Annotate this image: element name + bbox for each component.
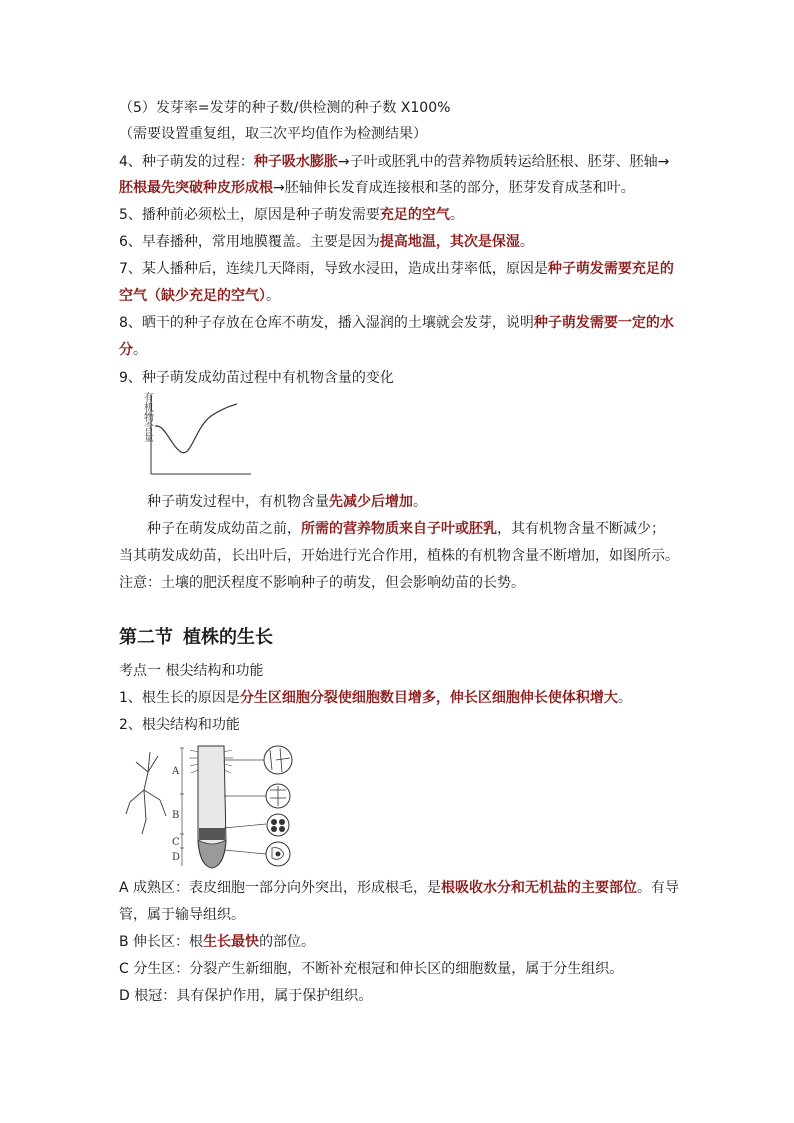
root-growth-reason: 1、根生长的原因是分生区细胞分裂使细胞数目增多，伸长区细胞伸长使体积增大。 bbox=[119, 690, 632, 706]
root-tip-diagram bbox=[120, 742, 310, 870]
root-cap bbox=[198, 840, 226, 868]
graph-conclusion: 种子萌发过程中，有机物含量先减少后增加。 bbox=[147, 494, 427, 510]
note-line: 注意：土壤的肥沃程度不影响种子的萌发，但会影响幼苗的长势。 bbox=[119, 575, 525, 591]
item-7-line-2: 空气（缺少充足的空气）。 bbox=[119, 288, 280, 304]
organic-content-graph bbox=[135, 388, 255, 478]
section-heading: 第二节 植株的生长 bbox=[119, 627, 273, 648]
item-7-line-1: 7、某人播种后，连续几天降雨，导致水浸田，造成出芽率低，原因是种子萌发需要充足的 bbox=[119, 261, 674, 277]
graph-y-label: 有机物含量 bbox=[141, 392, 153, 442]
item-9: 9、种子萌发成幼苗过程中有机物含量的变化 bbox=[119, 370, 394, 386]
label-d: D bbox=[172, 852, 181, 863]
plant-root-sketch bbox=[126, 752, 166, 834]
germination-rate-formula: （5）发芽率=发芽的种子数/供检测的种子数 X100% bbox=[119, 100, 451, 116]
root-tip-title: 2、根尖结构和功能 bbox=[119, 717, 240, 733]
label-a: A bbox=[172, 766, 180, 777]
explanation-line-2: 当其萌发成幼苗，长出叶后，开始进行光合作用，植株的有机物含量不断增加，如图所示。 bbox=[119, 548, 679, 564]
kaodian-title: 考点一 根尖结构和功能 bbox=[119, 663, 264, 679]
item-4-line-1: 4、种子萌发的过程：种子吸水膨胀→子叶或胚乳中的营养物质转运给胚根、胚芽、胚轴→ bbox=[119, 154, 670, 170]
meristem-zone-cell bbox=[267, 814, 289, 836]
label-b: B bbox=[172, 810, 180, 821]
item-8-line-1: 8、晒干的种子存放在仓库不萌发，播入湿润的土壤就会发芽，说明种子萌发需要一定的水 bbox=[119, 315, 674, 331]
item-6: 6、早春播种，常用地膜覆盖。主要是因为提高地温，其次是保湿。 bbox=[119, 234, 534, 250]
item-8-line-2: 分。 bbox=[119, 342, 147, 358]
item-4-line-2: 胚根最先突破种皮形成根→胚轴伸长发育成连接根和茎的部分，胚芽发育成茎和叶。 bbox=[119, 180, 635, 196]
zone-b: B 伸长区：根生长最快的部位。 bbox=[119, 934, 316, 950]
zone-a-line-2: 管，属于输导组织。 bbox=[119, 907, 245, 923]
graph-curve bbox=[155, 404, 237, 453]
meristem-zone bbox=[199, 828, 225, 840]
zone-c: C 分生区：分裂产生新细胞，不断补充根冠和伸长区的细胞数量，属于分生组织。 bbox=[119, 961, 624, 977]
repeat-group-note: （需要设置重复组，取三次平均值作为检测结果） bbox=[119, 126, 427, 142]
pointer-lines bbox=[224, 760, 266, 854]
label-c: C bbox=[172, 837, 180, 848]
zone-a-line-1: A 成熟区：表皮细胞一部分向外突出，形成根毛，是根吸收水分和无机盐的主要部位。有导 bbox=[119, 880, 680, 896]
zone-d: D 根冠：具有保护作用，属于保护组织。 bbox=[119, 988, 373, 1004]
explanation-line-1: 种子在萌发成幼苗之前，所需的营养物质来自子叶或胚乳，其有机物含量不断减少； bbox=[147, 521, 665, 537]
item-5: 5、播种前必须松土，原因是种子萌发需要充足的空气。 bbox=[119, 207, 464, 223]
